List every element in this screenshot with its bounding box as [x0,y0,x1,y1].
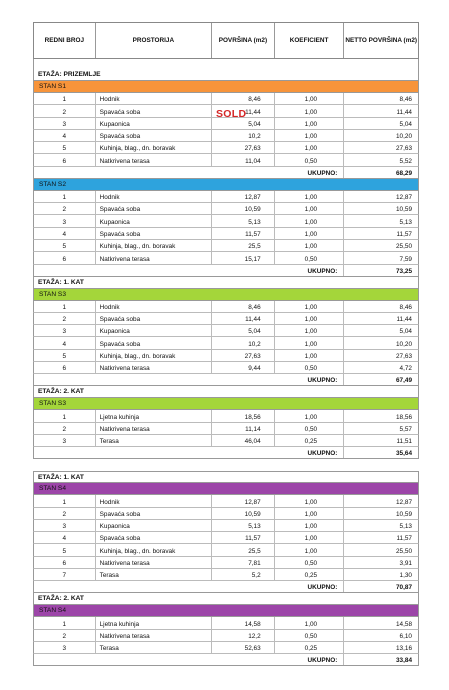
area-value: 11,14 [212,423,275,434]
room-name: Natkrivena terasa [96,557,212,568]
net-area-value: 4,72 [399,365,412,373]
table-row [33,423,419,435]
header-koeficient: KOEFICIENT [275,23,345,58]
total-value: 67,49 [396,377,412,385]
area-value: 14,58 [212,617,275,628]
room-name: Kuhinja, blag., dn. boravak [96,240,212,251]
apartment-label: STAN S1 [33,81,419,93]
coefficient-value: 0,50 [275,630,345,641]
net-area-value: 14,58 [396,620,412,628]
row-number: 3 [34,118,96,129]
row-number: 1 [34,410,96,421]
room-name: Kupaonica [96,520,212,531]
table-row [33,93,419,105]
row-number: 2 [34,203,96,214]
area-value: 11,57 [212,532,275,543]
room-name: Natkrivena terasa [96,630,212,641]
apartment-label: STAN S3 [33,398,419,410]
table-row [33,362,419,374]
table-row [33,228,419,240]
row-number: 2 [34,105,96,116]
area-value: 10,2 [212,130,275,141]
coefficient-value: 1,00 [275,118,345,129]
room-name: Kupaonica [96,118,212,129]
total-value: 73,25 [396,267,412,275]
coefficient-value: 1,00 [275,93,345,104]
room-name: Terasa [96,435,212,446]
room-name: Spavaća soba [96,228,212,239]
row-number: 2 [34,630,96,641]
total-row [33,374,419,386]
total-value: 68,29 [396,169,412,177]
area-value: 5,2 [212,569,275,580]
row-number: 6 [34,252,96,263]
row-number: 2 [34,423,96,434]
row-number: 1 [34,191,96,202]
floor-title: ETAŽA: 1. KAT [33,277,419,289]
net-area-value: 12,87 [396,498,412,506]
floor-block [33,277,419,387]
net-area-value: 11,44 [396,316,412,324]
table-row [33,325,419,337]
area-value: 8,46 [212,301,275,312]
coefficient-value: 0,50 [275,423,345,434]
area-value: 15,17 [212,252,275,263]
net-area-value: 12,87 [396,194,412,202]
coefficient-value: 1,00 [275,520,345,531]
coefficient-value: 1,00 [275,532,345,543]
table-row [33,301,419,313]
table-row [33,215,419,227]
floor-title: ETAŽA: 2. KAT [33,593,419,605]
floor-block [33,69,419,277]
net-area-value: 5,04 [399,328,412,336]
net-area-value: 5,57 [399,425,412,433]
row-number: 1 [34,301,96,312]
table-row [33,350,419,362]
row-number: 1 [34,495,96,506]
net-area-value: 5,13 [399,523,412,531]
coefficient-value: 1,00 [275,508,345,519]
room-name: Terasa [96,642,212,653]
area-value: 5,04 [212,325,275,336]
room-name: Spavaća soba [96,105,212,116]
net-area-value: 25,50 [396,547,412,555]
net-area-value: 11,44 [396,108,412,116]
row-number: 5 [34,142,96,153]
table-row [33,313,419,325]
total-row [33,581,419,593]
coefficient-value: 1,00 [275,495,345,506]
net-area-value: 27,63 [396,145,412,153]
area-value: 18,56 [212,410,275,421]
table-row [33,142,419,154]
net-area-value: 5,52 [399,157,412,165]
total-value: 70,87 [396,584,412,592]
coefficient-value: 0,25 [275,569,345,580]
net-area-value: 3,91 [399,560,412,568]
room-name: Terasa [96,569,212,580]
room-name: Hodnik [96,301,212,312]
total-label: UKUPNO: [34,581,344,592]
net-area-value: 11,57 [396,535,412,543]
net-area-value: 11,51 [396,438,412,446]
net-area-value: 5,04 [399,120,412,128]
area-value: 10,59 [212,203,275,214]
table-row [33,630,419,642]
net-area-value: 25,50 [396,243,412,251]
coefficient-value: 1,00 [275,240,345,251]
net-area-value: 8,46 [399,96,412,104]
coefficient-value: 0,25 [275,642,345,653]
table-row [33,203,419,215]
room-name: Hodnik [96,191,212,202]
room-name: Spavaća soba [96,532,212,543]
table-row [33,130,419,142]
spacer [33,59,419,69]
sold-stamp: SOLD [216,108,247,120]
floor-title: ETAŽA: PRIZEMLJE [33,69,419,81]
table-row [33,642,419,654]
area-value: 9,44 [212,362,275,373]
room-name: Hodnik [96,93,212,104]
row-number: 3 [34,215,96,226]
row-number: 5 [34,350,96,361]
area-value: 11,04 [212,154,275,165]
net-area-value: 10,59 [396,510,412,518]
apartment-label: STAN S3 [33,289,419,301]
row-number: 2 [34,313,96,324]
table-row [33,410,419,422]
coefficient-value: 1,00 [275,130,345,141]
coefficient-value: 1,00 [275,301,345,312]
header-prostorija: PROSTORIJA [96,23,212,58]
total-label: UKUPNO: [34,167,344,178]
table-row [33,508,419,520]
area-value: 10,2 [212,337,275,348]
coefficient-value: 0,50 [275,362,345,373]
total-value: 35,64 [396,450,412,458]
row-number: 6 [34,557,96,568]
row-number: 3 [34,520,96,531]
floor-block [33,386,419,459]
coefficient-value: 1,00 [275,325,345,336]
area-value: 46,04 [212,435,275,446]
table-row [33,435,419,447]
area-value: 12,87 [212,495,275,506]
coefficient-value: 1,00 [275,215,345,226]
total-label: UKUPNO: [34,265,344,276]
total-label: UKUPNO: [34,447,344,458]
coefficient-value: 1,00 [275,337,345,348]
total-row [33,265,419,277]
table-row [33,252,419,264]
room-name: Kuhinja, blag., dn. boravak [96,350,212,361]
coefficient-value: 0,50 [275,557,345,568]
net-area-value: 6,10 [399,632,412,640]
area-value: 27,63 [212,350,275,361]
area-value: 5,13 [212,215,275,226]
room-name: Ljetna kuhinja [96,617,212,628]
area-value: 27,63 [212,142,275,153]
area-value: 25,5 [212,240,275,251]
header-povrsina: POVRŠINA (m2) [212,23,275,58]
coefficient-value: 1,00 [275,142,345,153]
total-value: 33,84 [396,657,412,665]
row-number: 2 [34,508,96,519]
total-label: UKUPNO: [34,374,344,385]
row-number: 3 [34,435,96,446]
net-area-value: 5,13 [399,218,412,226]
header-netto-povrsina: NETTO POVRŠINA (m2) [345,37,418,44]
row-number: 5 [34,544,96,555]
coefficient-value: 1,00 [275,228,345,239]
table-row [33,520,419,532]
row-number: 6 [34,154,96,165]
table-row [33,544,419,556]
room-name: Spavaća soba [96,313,212,324]
apartment-label: STAN S2 [33,179,419,191]
table-row [33,569,419,581]
total-row [33,447,419,459]
apartment-label: STAN S4 [33,605,419,617]
floor-title: ETAŽA: 1. KAT [33,471,419,483]
area-value: 25,5 [212,544,275,555]
room-name: Kuhinja, blag., dn. boravak [96,544,212,555]
net-area-value: 8,46 [399,303,412,311]
coefficient-value: 1,00 [275,617,345,628]
coefficient-value: 1,00 [275,203,345,214]
row-number: 4 [34,130,96,141]
coefficient-value: 1,00 [275,105,345,116]
apartment-label: STAN S4 [33,483,419,495]
table-row [33,154,419,166]
net-area-value: 27,63 [396,353,412,361]
table-row [33,532,419,544]
room-name: Ljetna kuhinja [96,410,212,421]
room-name: Kupaonica [96,215,212,226]
coefficient-value: 0,50 [275,252,345,263]
floor-title: ETAŽA: 2. KAT [33,386,419,398]
area-value: 11,44 [212,105,275,116]
area-value: 11,57 [212,228,275,239]
coefficient-value: 1,00 [275,544,345,555]
table-header [33,22,419,59]
area-value: 10,59 [212,508,275,519]
coefficient-value: 0,50 [275,154,345,165]
coefficient-value: 1,00 [275,410,345,421]
floor-block [33,471,419,593]
area-value: 11,44 [212,313,275,324]
net-area-value: 10,20 [396,133,412,141]
net-area-value: 13,16 [396,645,412,653]
room-name: Kupaonica [96,325,212,336]
area-value: 5,04 [212,118,275,129]
row-number: 4 [34,228,96,239]
floor-blocks [33,69,419,666]
room-name: Spavaća soba [96,203,212,214]
total-row [33,167,419,179]
net-area-value: 7,59 [399,255,412,263]
row-number: 3 [34,642,96,653]
room-name: Natkrivena terasa [96,154,212,165]
net-area-value: 1,30 [399,572,412,580]
row-number: 7 [34,569,96,580]
area-value: 8,46 [212,93,275,104]
room-name: Natkrivena terasa [96,362,212,373]
header-redni-broj: REDNI BROJ [34,23,96,58]
coefficient-value: 0,25 [275,435,345,446]
area-value: 12,2 [212,630,275,641]
row-number: 6 [34,362,96,373]
room-name: Hodnik [96,495,212,506]
table-row [33,557,419,569]
total-row [33,654,419,666]
table-row [33,337,419,349]
area-value: 12,87 [212,191,275,202]
room-name: Spavaća soba [96,130,212,141]
row-number: 1 [34,617,96,628]
net-area-value: 10,20 [396,340,412,348]
row-number: 4 [34,337,96,348]
floor-block [33,593,419,666]
net-area-value: 10,59 [396,206,412,214]
row-number: 4 [34,532,96,543]
table-row [33,240,419,252]
area-value: 5,13 [212,520,275,531]
room-name: Natkrivena terasa [96,252,212,263]
row-number: 1 [34,93,96,104]
room-name: Spavaća soba [96,337,212,348]
row-number: 3 [34,325,96,336]
coefficient-value: 1,00 [275,191,345,202]
table-row [33,191,419,203]
total-label: UKUPNO: [34,654,344,665]
table-row [33,617,419,629]
row-number: 5 [34,240,96,251]
net-area-value: 11,57 [396,230,412,238]
room-name: Spavaća soba [96,508,212,519]
room-name: Kuhinja, blag., dn. boravak [96,142,212,153]
area-value: 7,81 [212,557,275,568]
coefficient-value: 1,00 [275,313,345,324]
coefficient-value: 1,00 [275,350,345,361]
area-value: 52,63 [212,642,275,653]
net-area-value: 18,56 [396,413,412,421]
room-name: Natkrivena terasa [96,423,212,434]
table-row [33,495,419,507]
